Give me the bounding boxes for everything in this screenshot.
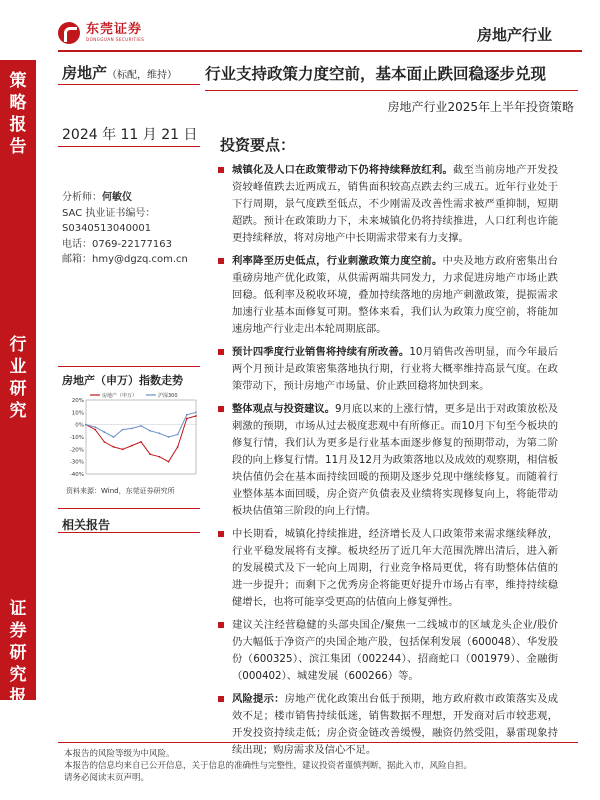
sector-name xyxy=(62,62,177,83)
data-point xyxy=(149,430,151,432)
key-point-heading: 整体观点与投资建议。 xyxy=(232,403,336,415)
side-label-strategy: 策 略 报 告 xyxy=(9,71,27,157)
data-point xyxy=(113,436,115,438)
bullet-square-icon xyxy=(218,258,224,264)
data-point xyxy=(177,434,179,436)
chart-title: 房地产（申万）指数走势 xyxy=(62,374,183,387)
data-point xyxy=(85,424,87,426)
sector-label: 房地产 xyxy=(62,64,108,82)
footer-line: 请务必阅读末页声明。 xyxy=(64,773,150,783)
date-divider xyxy=(58,146,200,147)
bullet-square-icon xyxy=(218,406,224,412)
title-divider xyxy=(205,90,578,91)
key-point-text: 截至当前房地产开发投资较峰值跌去近两成五，销售面积较高点跌去约三成五。近年行业处于下行周期，景气度跌至低点，不少刚需及改善性需求被严重抑制，短期超跌。预计在政策助力下，未来城镇化仍将持续推进，人口红利也许能更持续释放，将对房地产中长期需求带来有力支撑。 xyxy=(232,164,559,244)
y-tick-label: 0% xyxy=(75,422,84,429)
data-point xyxy=(103,441,105,443)
key-point xyxy=(218,344,558,395)
chart-source: 资料来源：Wind，东莞证券研究所 xyxy=(66,487,175,495)
industry-tag: 房地产行业 xyxy=(476,26,552,44)
key-point-text: 10月销售改善明显，而今年最后两个月预计是政策密集落地执行期，行业将大概率维持高景气度。在政策带动下，预计房地产市场量、价止跌回稳将加快到来。 xyxy=(232,346,559,392)
footer-line: 本报告的风险等级为中风险。 xyxy=(64,749,175,759)
report-subtitle: 房地产行业2025年上半年投资策略 xyxy=(387,100,574,114)
data-point xyxy=(94,426,96,428)
key-point xyxy=(218,253,558,338)
analyst-role: 分析师： xyxy=(62,192,102,203)
footer-divider xyxy=(58,742,578,743)
analyst-phone: 电话：0769-22177163 xyxy=(62,238,172,250)
key-point-text: 中长期看，城镇化持续推进，经济增长及人口政策带来需求继续释放，行业平稳发展将有支撑。板块经历了近几年大范围洗牌出清后，进入新的发展模式及下一轮向上周期，行业竞争格局更优，将有助整体估值的进一步提升；而剩下之优秀房企将能更好提升市场占有率，维持持续稳健增长，也将可能享受更高的估值向上修复弹性。 xyxy=(232,528,558,608)
bullet-square-icon xyxy=(218,696,224,702)
footer-line: 本报告的信息均来自已公开信息，关于信息的准确性与完整性，建议投资者谨慎判断，据此入市，风险自担。 xyxy=(64,761,473,771)
bullet-square-icon xyxy=(218,622,224,628)
key-point xyxy=(218,526,558,611)
bullet-square-icon xyxy=(218,167,224,173)
sector-divider xyxy=(58,84,200,85)
source-divider xyxy=(58,508,200,509)
analyst-info xyxy=(62,190,202,268)
company-logo xyxy=(58,22,144,44)
chart-divider xyxy=(58,366,200,367)
data-point xyxy=(186,414,188,416)
key-point-text: 房地产优化政策出台低于预期，地方政府救市政策落实及成效不足；楼市销售持续低迷，销售数据不理想，开发商对后市较悲观，开发投资持续走低；房企资金链改善缓慢，融资仍然受阻，暴雷现象持续出现；购房需求及信心不足。 xyxy=(232,693,559,756)
bullet-square-icon xyxy=(218,531,224,537)
series-line-0 xyxy=(86,416,196,462)
header-divider xyxy=(58,50,582,52)
key-point xyxy=(218,401,558,520)
data-point xyxy=(131,427,133,429)
key-point xyxy=(218,162,558,247)
key-point-text: 建议关注经营稳健的头部央国企/聚焦一二线城市的区域龙头企业/股价仍大幅低于净资产的央国企地产股，包括保利发展（600048）、华发股份（600325）、滨江集团（002244）、招商蛇口（001979）、金融街（000402）、城建发展（600266）等。 xyxy=(232,619,558,682)
data-point xyxy=(122,429,124,431)
logo-mark-icon xyxy=(58,22,80,44)
key-point-heading: 利率降至历史低点，行业刺激政策力度空前。 xyxy=(232,255,443,267)
data-point xyxy=(195,411,197,413)
sac-number: S0340513040001 xyxy=(62,223,152,234)
data-point xyxy=(186,418,188,420)
y-tick-label: 10% xyxy=(71,410,84,417)
index-trend-chart xyxy=(60,388,200,484)
data-point xyxy=(168,461,170,463)
data-point xyxy=(113,446,115,448)
side-label-research: 证 券 研 究 报 告 xyxy=(9,599,27,729)
related-reports-title: 相关报告 xyxy=(62,518,111,532)
logo-name: 东莞证券 xyxy=(86,22,143,37)
key-points-list xyxy=(218,162,558,765)
key-point-text: 中央及地方政府密集出台重磅房地产优化政策，从供需两端共同发力，力求促进房地产市场止跌回稳。低利率及税收环境，叠加持续落地的房地产刺激政策，提振需求加速行业基本面修复可期。整体来看，我们认为政策力度空前，将能加速房地产行业走出本轮周期底部。 xyxy=(232,255,558,335)
legend-label: 沪深300 xyxy=(158,393,178,399)
data-point xyxy=(94,429,96,431)
logo-name-en: DONGGUAN SECURITIES xyxy=(86,37,145,42)
side-label-industry: 行 业 研 究 xyxy=(9,335,27,421)
legend-label: 房地产（申万） xyxy=(102,393,138,399)
data-point xyxy=(131,445,133,447)
key-point-text: 9月底以来的上涨行情，更多是出于对政策放松及刺激的预期，市场从过去极度悲观中有所修正。而10月下旬至今板块的修复行情，我们认为更多是行业基本面逐步修复的预期带动，为第二阶段的向上修复行情。11月及12月为政策落地以及成效的观察期，相信板块估值仍会在基本面持续回暖的预期及逐步兑现中继续修复。而随着行业整体基本面回暖，房企资产负债表及业绩将实现修复向上，将能带动板块估值第三阶段的向上行情。 xyxy=(232,403,558,517)
report-date: 2024 年 11 月 21 日 xyxy=(62,127,198,143)
key-point-heading: 风险提示： xyxy=(232,693,285,705)
sac-label: SAC 执业证书编号： xyxy=(62,207,156,219)
y-tick-label: -30% xyxy=(69,459,84,466)
data-point xyxy=(177,446,179,448)
footer-disclaimer xyxy=(64,748,472,784)
rating-label: （标配，维持） xyxy=(107,70,178,81)
report-title: 行业支持政策力度空前，基本面止跌回稳逐步兑现 xyxy=(205,65,547,83)
side-bar xyxy=(0,60,36,729)
y-tick-label: 20% xyxy=(71,398,84,404)
key-point xyxy=(218,617,558,685)
data-point xyxy=(122,448,124,450)
chart-frame xyxy=(86,400,196,474)
related-divider xyxy=(58,532,200,533)
key-point-heading: 预计四季度行业销售将持续有所改善。 xyxy=(232,346,410,358)
analyst-name: 何敏仪 xyxy=(102,192,132,203)
y-tick-label: -20% xyxy=(69,447,84,454)
analyst-email[interactable]: 邮箱：hmy@dgzq.com.cn xyxy=(62,254,188,265)
bullet-square-icon xyxy=(218,349,224,355)
y-tick-label: -10% xyxy=(69,435,84,441)
data-point xyxy=(140,425,142,427)
data-point xyxy=(140,441,142,443)
data-point xyxy=(158,456,160,458)
y-tick-label: -40% xyxy=(69,472,84,478)
data-point xyxy=(149,453,151,455)
data-point xyxy=(195,415,197,417)
key-point-heading: 城镇化及人口在政策带动下仍将持续释放红利。 xyxy=(232,164,453,176)
data-point xyxy=(158,432,160,434)
data-point xyxy=(103,431,105,433)
key-points-title: 投资要点： xyxy=(220,136,296,154)
data-point xyxy=(168,436,170,438)
